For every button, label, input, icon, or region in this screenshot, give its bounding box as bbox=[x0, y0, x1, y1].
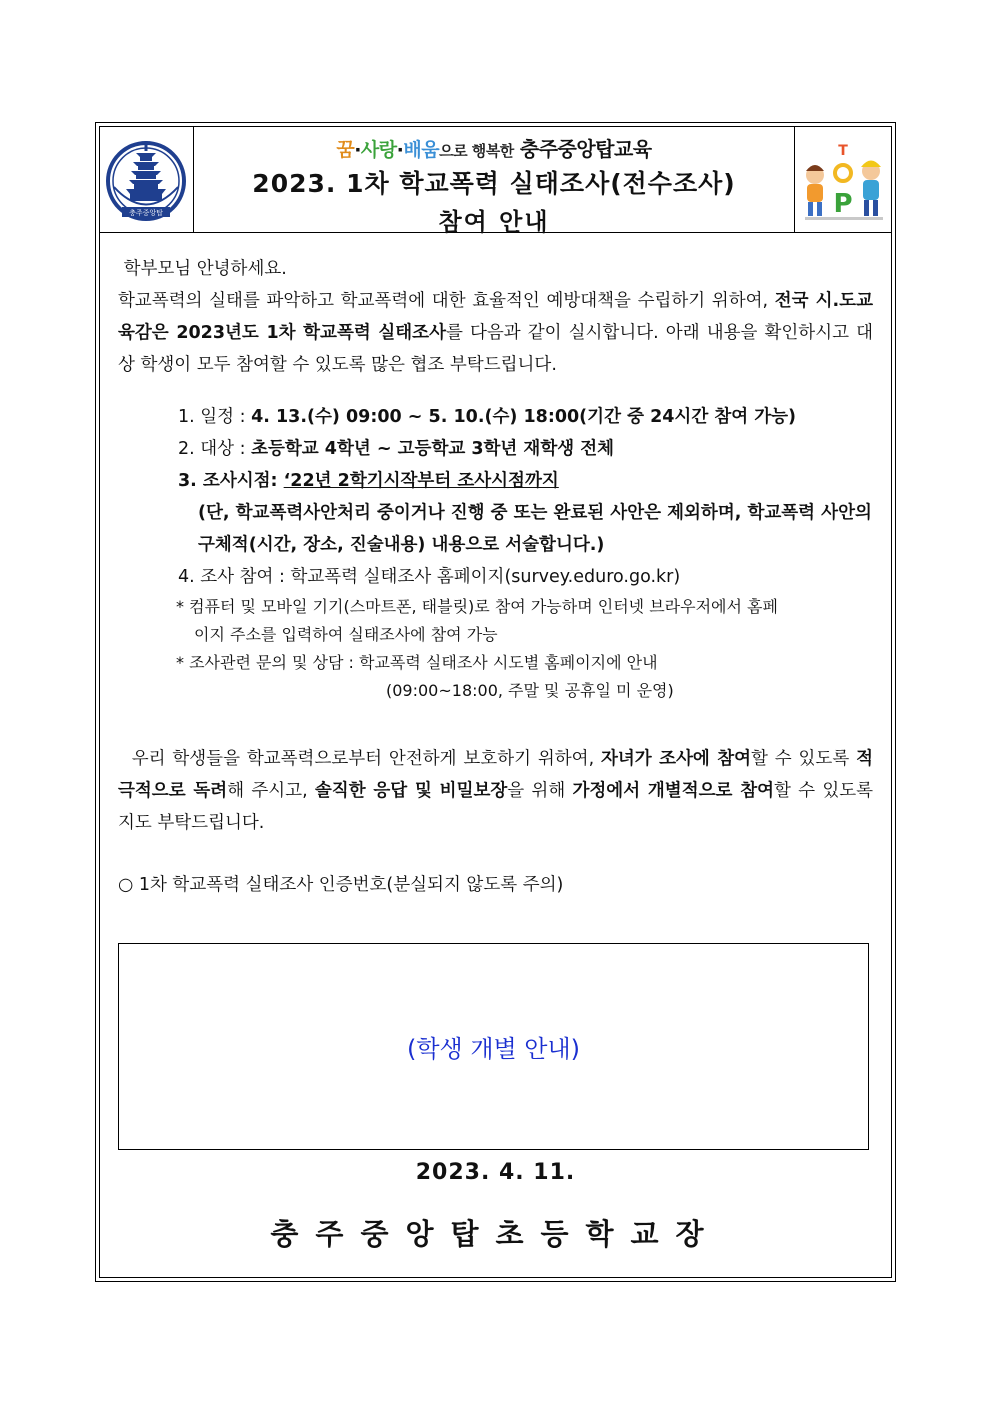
note-inquiry: * 조사관련 문의 및 상담 : 학교폭력 실태조사 시도별 홈페이지에 안내 bbox=[176, 653, 658, 672]
page-subtitle: 참여 안내 bbox=[438, 208, 550, 236]
auth-label: ○ 1차 학교폭력 실태조사 인증번호(분실되지 않도록 주의) bbox=[118, 875, 564, 895]
top-letter-t: T bbox=[838, 143, 848, 159]
closing-b4: 가정에서 개별적으로 참여 bbox=[572, 781, 775, 801]
principal-signature: 충주중앙탑초등학교장 bbox=[270, 1217, 721, 1251]
header bbox=[100, 127, 891, 236]
slogan-school: 충주중앙탑교육 bbox=[519, 137, 652, 161]
page-title: 2023. 1차 학교폭력 실태조사(전수조사) bbox=[252, 169, 736, 198]
slogan bbox=[194, 133, 794, 162]
closing-s3: 해 주시고, bbox=[227, 781, 315, 801]
period-label: 3. 조사시점: bbox=[178, 471, 284, 491]
top-letter-o bbox=[835, 165, 851, 181]
document-frame bbox=[95, 122, 896, 1282]
issue-date: 2023. 4. 11. bbox=[415, 1160, 576, 1185]
intro-text: 학교폭력의 실태를 파악하고 학교폭력에 대한 효율적인 예방대책을 수립하기 위하여, bbox=[118, 291, 775, 311]
top-mascot-icon bbox=[795, 127, 891, 232]
schedule-label: 1. 일정 : bbox=[178, 407, 252, 427]
slogan-dot: · bbox=[396, 139, 404, 161]
slogan-dot: · bbox=[354, 139, 361, 161]
closing-b1: 자녀가 조사에 참여 bbox=[601, 749, 751, 769]
slogan-dream: 꿈 bbox=[336, 139, 355, 161]
list-item-target bbox=[178, 433, 873, 465]
target-value: 초등학교 4학년 ~ 고등학교 3학년 재학생 전체 bbox=[251, 439, 615, 459]
greeting: 학부모님 안녕하세요. bbox=[118, 259, 287, 279]
intro-paragraph bbox=[118, 285, 873, 381]
closing-b2: 적극적으로 독려 bbox=[118, 749, 873, 801]
logo-caption: 충주중앙탑 bbox=[129, 209, 163, 217]
schedule-value: 4. 13.(수) 09:00 ~ 5. 10.(수) 18:00(기간 중 24시간 참여 가능) bbox=[251, 407, 797, 427]
closing-paragraph bbox=[118, 743, 873, 839]
closing-s2: 할 수 있도록 bbox=[751, 749, 857, 769]
participation-label: 4. 조사 참여 : bbox=[178, 567, 291, 587]
slogan-learning: 배움 bbox=[403, 139, 440, 161]
title-cell bbox=[194, 127, 794, 236]
school-logo-cell bbox=[100, 127, 194, 232]
note-devices-line1: * 컴퓨터 및 모바일 기기(스마트폰, 태블릿)로 참여 가능하며 인터넷 브라우저에서 홈페 bbox=[176, 597, 778, 616]
list-item-schedule bbox=[178, 401, 873, 433]
note-devices bbox=[118, 593, 873, 677]
participation-value: 학교폭력 실태조사 홈페이지(survey.eduro.go.kr) bbox=[290, 567, 681, 587]
period-note bbox=[178, 497, 873, 561]
school-logo-icon bbox=[100, 127, 193, 232]
slogan-suffix: 으로 행복한 bbox=[439, 142, 514, 160]
period-value: ‘22년 2학기시작부터 조사시점까지 bbox=[283, 471, 559, 491]
period-note-text: (단, 학교폭력사안처리 중이거나 진행 중 또는 완료된 사안은 제외하며, 학교폭력 사안의 구체적(시간, 장소, 진술내용) 내용으로 서술합니다.) bbox=[198, 503, 872, 555]
auth-box-text: (학생 개별 안내) bbox=[406, 1035, 581, 1063]
target-label: 2. 대상 : bbox=[178, 439, 252, 459]
closing-s1: 우리 학생들을 학교폭력으로부터 안전하게 보호하기 위하여, bbox=[118, 749, 601, 769]
inquiry-hours: (09:00~18:00, 주말 및 공휴일 미 운영) bbox=[386, 681, 674, 700]
top-letter-p: P bbox=[833, 189, 853, 219]
closing-s4: 을 위해 bbox=[507, 781, 573, 801]
list-item-participation bbox=[178, 561, 873, 593]
intro-bold: 전국 시.도교육감은 2023년도 1차 학교폭력 실태조사 bbox=[118, 291, 873, 343]
slogan-love: 사랑 bbox=[360, 139, 397, 161]
auth-number-box bbox=[118, 943, 869, 1150]
closing-b3: 솔직한 응답 및 비밀보장 bbox=[314, 781, 508, 801]
body bbox=[118, 253, 873, 901]
top-logo-cell bbox=[794, 127, 891, 232]
note-devices-line2: 이지 주소를 입력하여 실태조사에 참여 가능 bbox=[194, 625, 498, 644]
document-inner-frame bbox=[99, 126, 892, 1278]
info-list bbox=[118, 401, 873, 593]
closing-s5: 할 수 있도록 지도 부탁드립니다. bbox=[118, 781, 874, 833]
list-item-period bbox=[178, 465, 873, 497]
intro-end: 를 다음과 같이 실시합니다. 아래 내용을 확인하시고 대상 학생이 모두 참여할 수 있도록 많은 협조 부탁드립니다. bbox=[118, 323, 873, 375]
